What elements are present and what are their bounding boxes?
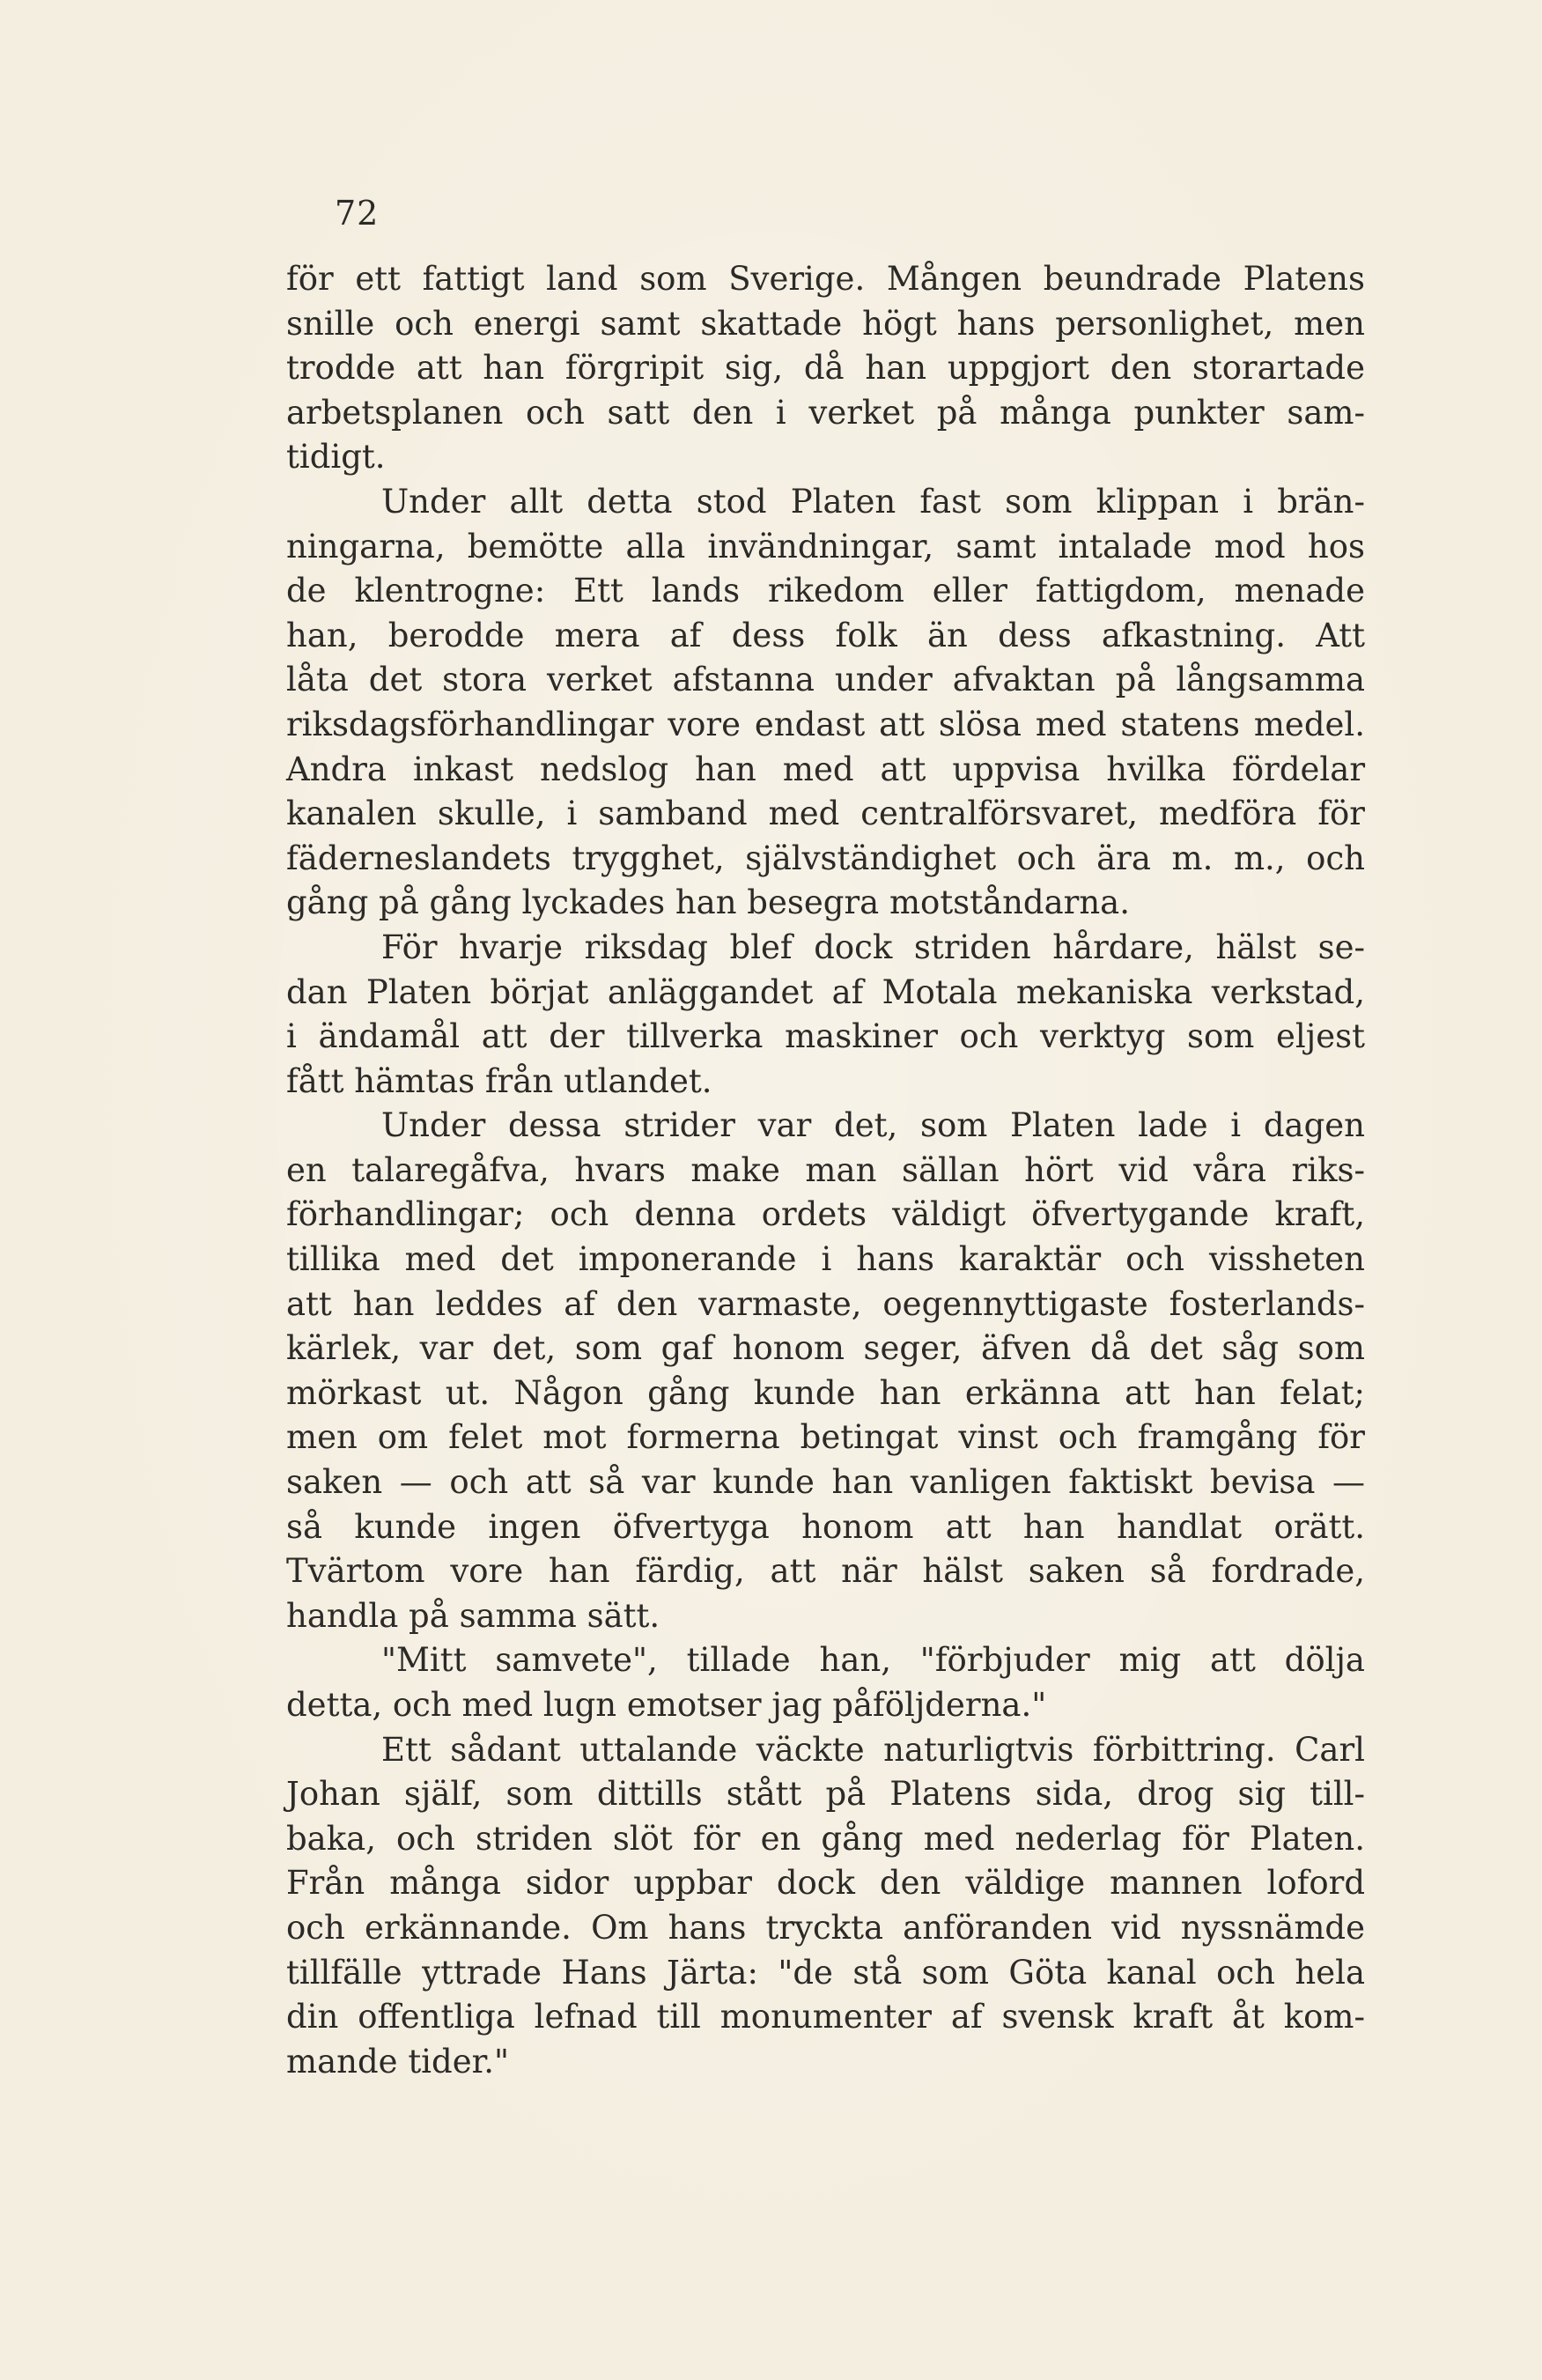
text-line: Ett sådant uttalande väckte naturligtvis förbittring. Carl (381, 1730, 1365, 1769)
text-line: tidigt. (286, 438, 386, 477)
text-line: arbetsplanen och satt den i verket på många punkter sam- (286, 393, 1365, 432)
text-line: fäderneslandets trygghet, självständighet och ära m. m., och (286, 839, 1365, 877)
text-line: kärlek, var det, som gaf honom seger, äfven då det såg som (286, 1329, 1365, 1368)
text-line: en talaregåfva, hvars make man sällan hört vid våra riks- (286, 1150, 1365, 1189)
text-line: i ändamål att der tillverka maskiner och verktyg som eljest (286, 1017, 1365, 1056)
text-line: kanalen skulle, i samband med centralförsvaret, medföra för (286, 795, 1365, 833)
text-line: mande tider." (286, 2042, 510, 2081)
text-line: din offentliga lefnad till monumenter af svensk kraft åt kom- (286, 1998, 1365, 2036)
text-line: Under allt detta stod Platen fast som klippan i brän- (381, 482, 1365, 521)
text-line: tillfälle yttrade Hans Järta: "de stå som Göta kanal och hela (286, 1953, 1365, 1992)
text-line: han, berodde mera af dess folk än dess afkastning. Att (286, 616, 1365, 654)
text-line: att han leddes af den varmaste, oegennyttigaste fosterlands- (286, 1284, 1365, 1323)
text-line: Tvärtom vore han färdig, att när hälst saken så fordrade, (286, 1552, 1365, 1591)
text-line: Johan själf, som dittills stått på Platens sida, drog sig till- (286, 1775, 1365, 1814)
text-line: tillika med det imponerande i hans karaktär och vissheten (286, 1240, 1365, 1279)
text-line: mörkast ut. Någon gång kunde han erkänna att han felat; (286, 1373, 1365, 1412)
text-line: baka, och striden slöt för en gång med nederlag för Platen. (286, 1819, 1365, 1858)
page-number: 72 (335, 194, 380, 233)
text-line: fått hämtas från utlandet. (286, 1061, 712, 1100)
text-line: ningarna, bemötte alla invändningar, samt intalade mod hos (286, 527, 1365, 565)
text-line: trodde att han förgripit sig, då han uppgjort den storartade (286, 349, 1365, 388)
text-line: för ett fattigt land som Sverige. Mången beundrade Platens (286, 260, 1365, 298)
text-line: snille och energi samt skattade högt hans personlighet, men (286, 304, 1365, 343)
text-line: så kunde ingen öfvertyga honom att han handlat orätt. (286, 1507, 1365, 1546)
text-line: detta, och med lugn emotser jag påföljderna." (286, 1686, 1047, 1724)
text-line: saken — och att så var kunde han vanligen faktiskt bevisa — (286, 1463, 1365, 1502)
text-line: Från många sidor uppbar dock den väldige mannen loford (286, 1864, 1365, 1903)
text-line: Under dessa strider var det, som Platen lade i dagen (381, 1106, 1365, 1145)
text-line: riksdagsförhandlingar vore endast att slösa med statens medel. (286, 705, 1365, 743)
text-line: "Mitt samvete", tillade han, "förbjuder mig att dölja (381, 1641, 1365, 1680)
text-line: och erkännande. Om hans tryckta anföranden vid nyssnämde (286, 1908, 1365, 1947)
text-line: låta det stora verket afstanna under afvaktan på långsamma (286, 661, 1365, 699)
text-line: gång på gång lyckades han besegra motståndarna. (286, 883, 1131, 922)
text-line: de klentrogne: Ett lands rikedom eller fattigdom, menade (286, 572, 1365, 610)
text-line: men om felet mot formerna betingat vinst och framgång för (286, 1418, 1365, 1457)
text-line: Andra inkast nedslog han med att uppvisa hvilka fördelar (286, 750, 1365, 788)
text-line: För hvarje riksdag blef dock striden hårdare, hälst se- (381, 928, 1365, 966)
text-line: dan Platen börjat anläggandet af Motala mekaniska verkstad, (286, 972, 1365, 1011)
text-line: handla på samma sätt. (286, 1596, 660, 1635)
body-text (286, 257, 1365, 2084)
text-line: förhandlingar; och denna ordets väldigt öfvertygande kraft, (286, 1195, 1365, 1234)
